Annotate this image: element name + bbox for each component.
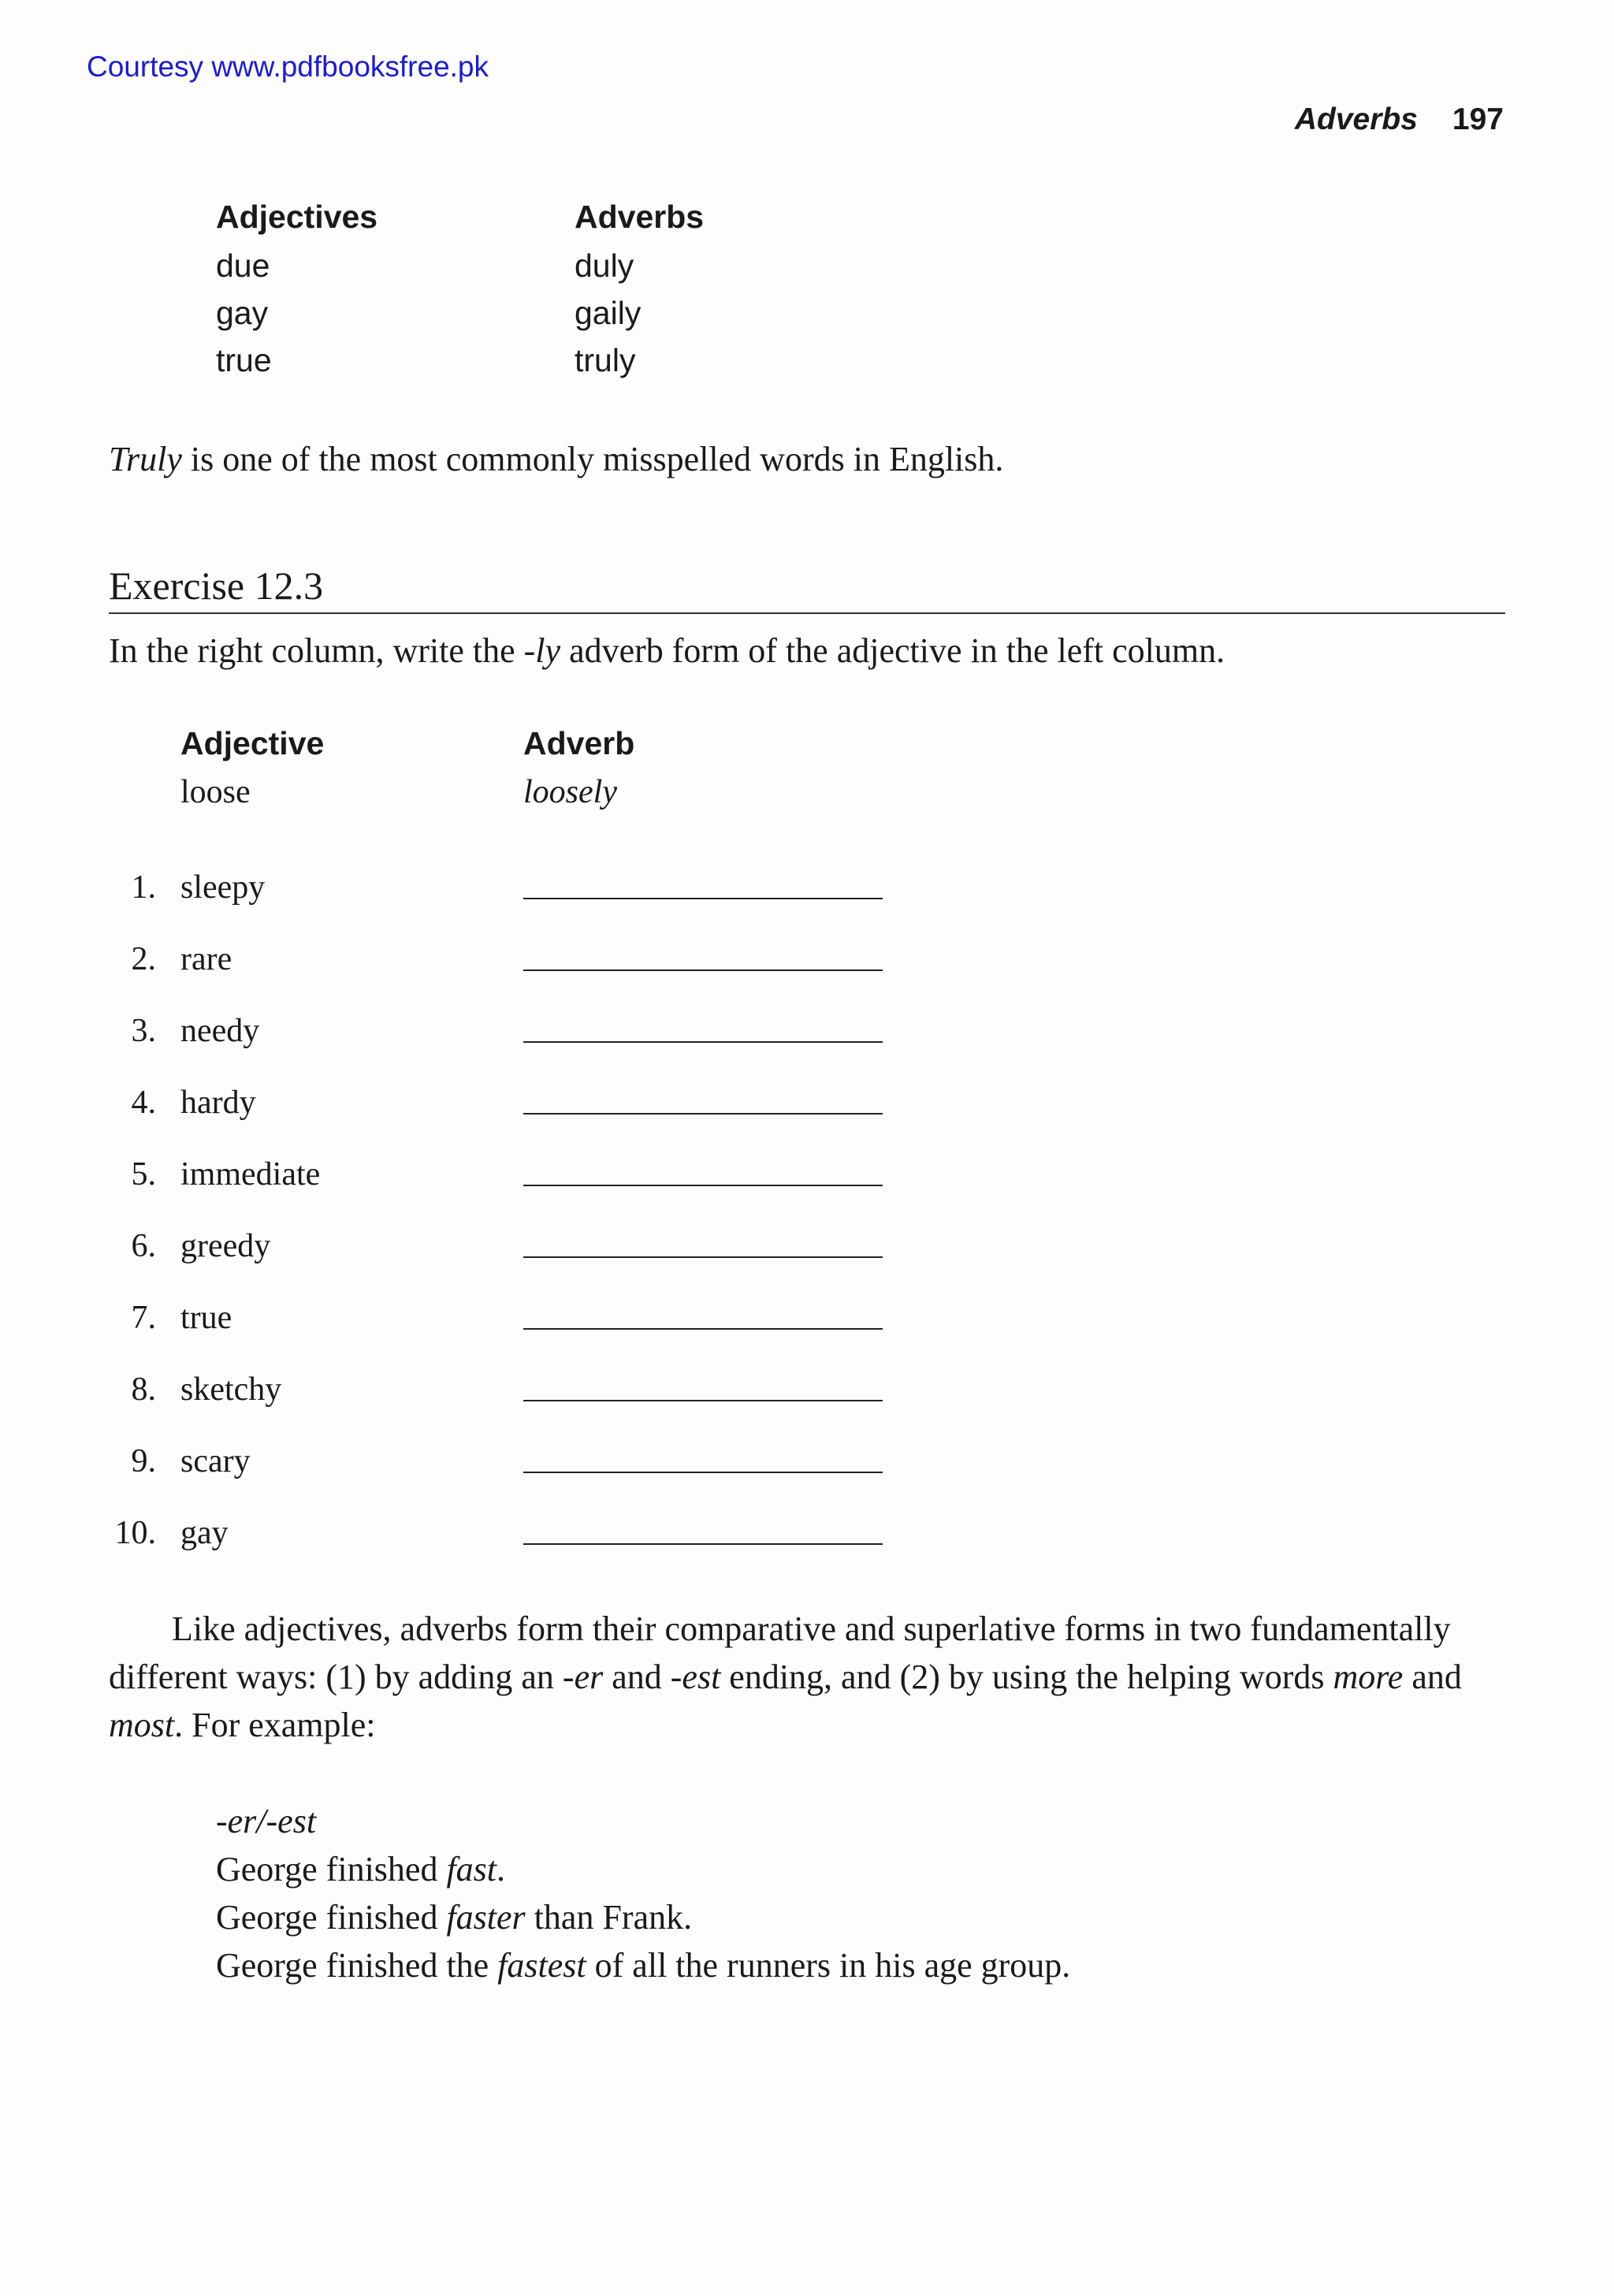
example-text: George finished the — [216, 1946, 498, 1985]
exercise-instruction — [109, 627, 1225, 675]
item-word: needy — [180, 1013, 260, 1049]
item-word: sketchy — [180, 1371, 282, 1408]
table1-adjective: true — [216, 342, 272, 378]
table1-header-adverbs: Adverbs — [575, 199, 705, 235]
running-title: Adverbs — [1294, 102, 1418, 136]
item-number: 5. — [131, 1156, 156, 1193]
table1-adverb: duly — [575, 247, 634, 284]
exercise-rule — [109, 612, 1505, 614]
instruction-text: In the right column, write the — [109, 631, 524, 670]
table1-adverb: gaily — [575, 295, 642, 331]
running-header — [1295, 102, 1504, 137]
paragraph-italic: most — [109, 1706, 175, 1744]
answer-blank[interactable] — [523, 898, 883, 899]
paragraph-italic: -er — [562, 1658, 604, 1696]
exercise-title: Exercise 12.3 — [109, 564, 324, 608]
answer-blank[interactable] — [523, 1256, 883, 1258]
courtesy-link[interactable]: Courtesy www.pdfbooksfree.pk — [87, 50, 489, 83]
item-number: 8. — [131, 1371, 156, 1408]
note-text — [109, 435, 1003, 483]
instruction-italic: -ly — [523, 631, 561, 670]
paragraph-text: and — [603, 1658, 671, 1696]
example-adverb: loosely — [523, 774, 617, 810]
item-word: hardy — [180, 1085, 256, 1121]
paragraph-italic: more — [1333, 1658, 1404, 1696]
example-text: . — [496, 1850, 506, 1889]
item-number: 10. — [114, 1515, 156, 1551]
item-number: 4. — [131, 1085, 156, 1121]
item-word: greedy — [180, 1228, 271, 1264]
example-italic: fastest — [497, 1946, 586, 1985]
item-number: 6. — [131, 1228, 156, 1264]
exercise-header-adverb: Adverb — [523, 725, 635, 761]
item-number: 2. — [131, 941, 156, 977]
example-italic: faster — [446, 1898, 526, 1937]
answer-blank[interactable] — [523, 1041, 883, 1043]
example-text: of all the runners in his age group. — [586, 1946, 1071, 1985]
note-rest: is one of the most commonly misspelled words in English. — [181, 440, 1004, 478]
paragraph-text: different ways: (1) by adding an — [109, 1658, 563, 1696]
item-word: rare — [180, 941, 232, 977]
answer-blank[interactable] — [523, 1328, 883, 1330]
instruction-text-end: adverb form of the adjective in the left column. — [560, 631, 1225, 670]
paragraph-italic: -est — [670, 1658, 721, 1696]
examples-heading: -er/-est — [216, 1802, 317, 1840]
answer-blank[interactable] — [523, 1185, 883, 1186]
item-word: scary — [180, 1443, 251, 1479]
example-adjective: loose — [180, 774, 251, 810]
item-number: 1. — [131, 869, 156, 906]
exercise-header-adjective: Adjective — [180, 725, 325, 761]
example-text: George finished — [216, 1850, 447, 1889]
page-number: 197 — [1452, 102, 1504, 136]
paragraph-text: ending, and (2) by using the helping words — [720, 1658, 1333, 1696]
item-word: immediate — [180, 1156, 321, 1193]
item-number: 7. — [131, 1300, 156, 1336]
table1-header-adjectives: Adjectives — [216, 199, 378, 235]
table1-adverb: truly — [575, 342, 636, 378]
item-number: 9. — [131, 1443, 156, 1479]
item-word: gay — [180, 1515, 229, 1551]
paragraph-text: and — [1403, 1658, 1462, 1696]
answer-blank[interactable] — [523, 1543, 883, 1545]
example-text: than Frank. — [525, 1898, 693, 1937]
paragraph-text: . For example: — [174, 1706, 376, 1744]
example-text: George finished — [216, 1898, 447, 1937]
table1-adjective: due — [216, 247, 270, 284]
paragraph-line-3 — [109, 1701, 376, 1749]
item-number: 3. — [131, 1013, 156, 1049]
example-sentence-2 — [216, 1893, 692, 1941]
item-word: sleepy — [180, 869, 266, 906]
example-italic: fast — [446, 1850, 497, 1889]
example-sentence-1 — [216, 1845, 505, 1893]
answer-blank[interactable] — [523, 1472, 883, 1473]
paragraph-line-2 — [109, 1653, 1462, 1701]
answer-blank[interactable] — [523, 1400, 883, 1401]
paragraph-line-1: Like adjectives, adverbs form their comparative and superlative forms in two fundamentally — [172, 1609, 1451, 1648]
answer-blank[interactable] — [523, 1113, 883, 1115]
answer-blank[interactable] — [523, 969, 883, 971]
note-italic-word: Truly — [109, 440, 182, 478]
example-sentence-3 — [216, 1941, 1070, 1989]
table1-adjective: gay — [216, 295, 269, 331]
item-word: true — [180, 1300, 232, 1336]
